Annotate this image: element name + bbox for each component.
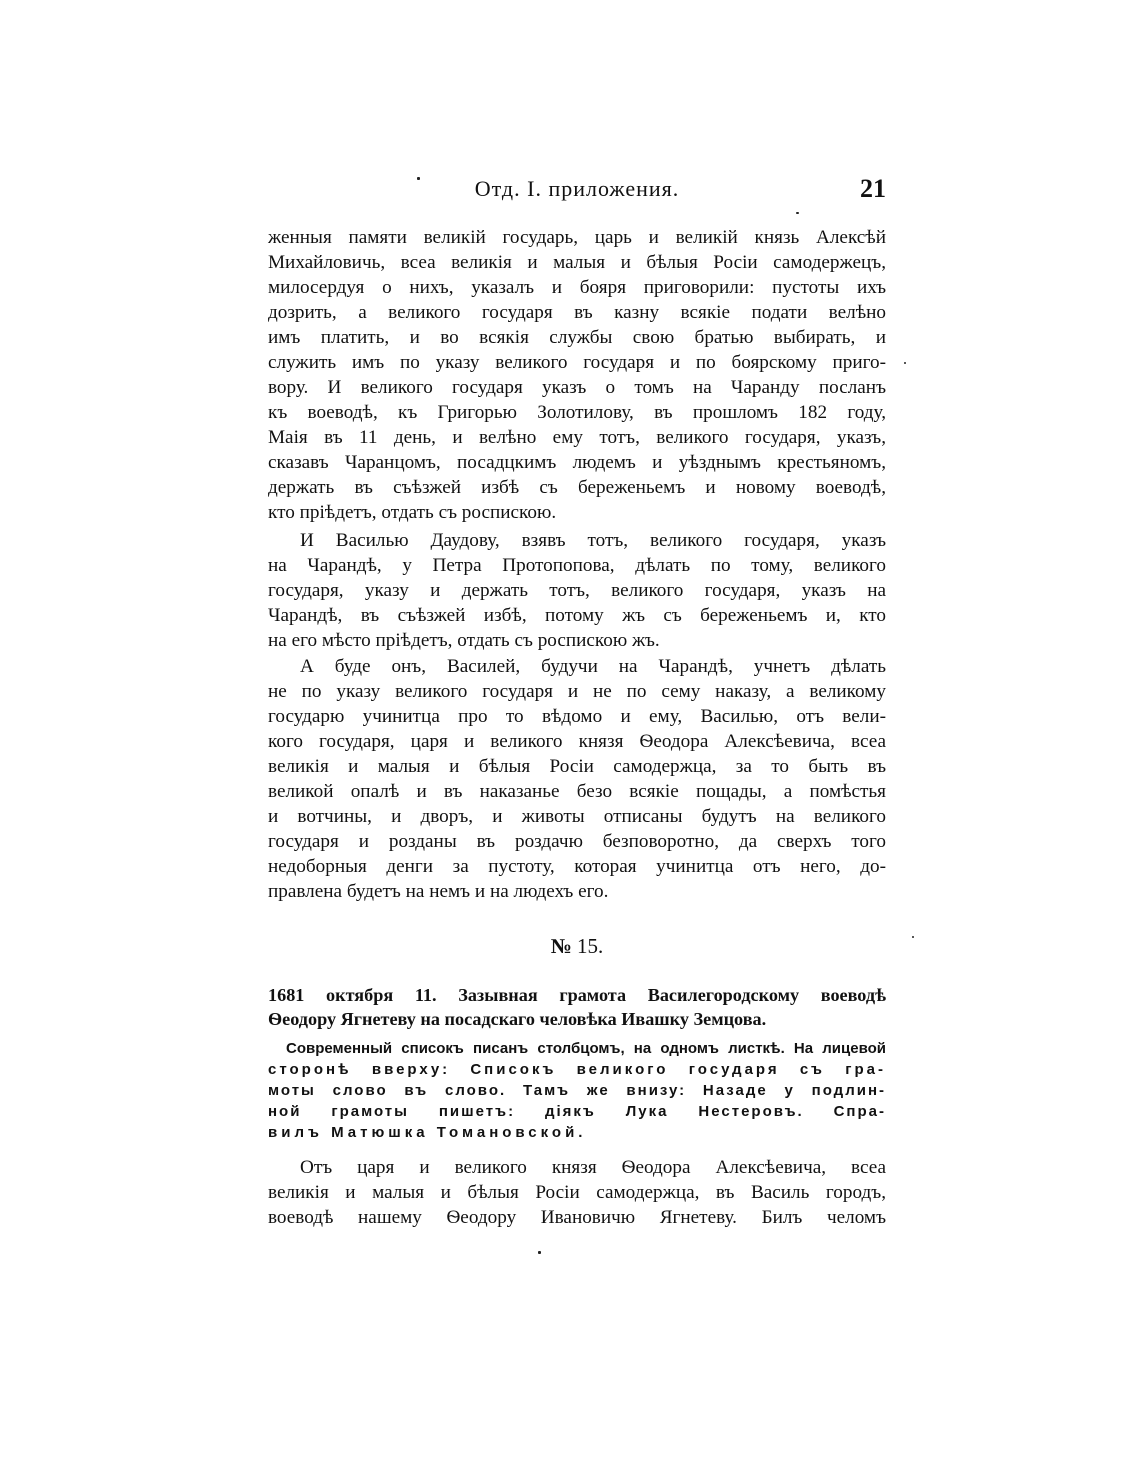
heading-line: Ѳеодору Ягнетеву на посадскаго человѣка Ивашку Земцова. <box>268 1009 767 1029</box>
text-line: вору. И великого государя указъ о томъ на Чаранду посланъ <box>268 377 886 398</box>
number-value: 15. <box>577 934 604 958</box>
text-line: государю учинитца про то вѣдомо и ему, Василью, отъ вели- <box>268 706 886 727</box>
text-line: Чарандѣ, въ съѣзжей избѣ, потому жъ съ береженьемъ и, кто <box>268 605 886 626</box>
paragraph-4 <box>268 1155 886 1230</box>
text-line: и вотчины, и дворъ, и животы отписаны будутъ на великого <box>268 806 886 827</box>
text-line: И Василью Даудову, взявъ тотъ, великого государя, указъ <box>300 530 886 551</box>
scan-speck <box>912 936 914 938</box>
text-line: государя и розданы въ роздачю безповоротно, да сверхъ того <box>268 831 886 852</box>
number-sign: № <box>550 934 572 958</box>
text-line: Отъ царя и великого князя Ѳеодора Алексѣевича, всеа <box>300 1157 886 1178</box>
paragraph-3 <box>268 654 886 904</box>
running-header <box>268 176 886 206</box>
text-line: на его мѣсто пріѣдетъ, отдать съ роспискою жъ. <box>268 630 660 651</box>
text-line: милосердуя о нихъ, указалъ и бояря приговорили: пустоты ихъ <box>268 277 886 298</box>
text-line: служить имъ по указу великого государя и по боярскому приго- <box>268 352 886 373</box>
scan-speck <box>796 212 799 214</box>
text-line: правлена будетъ на немъ и на людехъ его. <box>268 881 609 902</box>
text-line: женныя памяти великій государь, царь и великій князь Алексѣй <box>268 227 886 248</box>
text-line: кто пріѣдетъ, отдать съ роспискою. <box>268 502 557 523</box>
text-line: великія и малыя и бѣлыя Росіи самодержца, въ Василь городъ, <box>268 1182 886 1203</box>
text-line: дозрить, а великого государя въ казну всякіе подати велѣно <box>268 302 886 323</box>
paragraph-1 <box>268 225 886 525</box>
scan-speck <box>904 362 906 364</box>
scan-speck <box>538 1251 541 1254</box>
page-number: 21 <box>860 174 886 203</box>
text-line: великія и малыя и бѣлыя Росіи самодержца, за то быть въ <box>268 756 886 777</box>
text-line: держать въ съѣзжей избѣ съ береженьемъ и новому воеводѣ, <box>268 477 886 498</box>
text-line: имъ платить, и во всякія службы свою братью выбирать, и <box>268 327 886 348</box>
text-line: кого государя, царя и великого князя Ѳеодора Алексѣевича, всеа <box>268 731 886 752</box>
text-line: на Чарандѣ, у Петра Протопопова, дѣлать по тому, великого <box>268 555 886 576</box>
note-line: моты слово въ слово. Тамъ же внизу: Назаде у подлин- <box>268 1082 886 1099</box>
text-line: недоборныя денги за пустоту, которая учинитца отъ него, до- <box>268 856 886 877</box>
heading-line: 1681 октября 11. Зазывная грамота Василегородскому воеводѣ <box>268 985 886 1005</box>
text-line: великой опалѣ и въ наказанье безо всякіе пощады, а помѣстья <box>268 781 886 802</box>
note-line: вилъ Матюшка Томановской. <box>268 1124 587 1141</box>
text-line: государя, указу и держать тотъ, великого государя, указъ на <box>268 580 886 601</box>
archival-note <box>268 1038 886 1143</box>
text-line: къ воеводѣ, къ Григорью Золотилову, въ прошломъ 182 году, <box>268 402 886 423</box>
paragraph-2 <box>268 528 886 653</box>
document-number <box>268 934 886 959</box>
document-heading <box>268 983 886 1031</box>
text-line: не по указу великого государя и не по сему наказу, а великому <box>268 681 886 702</box>
text-line: воеводѣ нашему Ѳеодору Ивановичю Ягнетеву. Билъ челомъ <box>268 1207 886 1228</box>
note-line: Современный списокъ писанъ столбцомъ, на одномъ листкѣ. На лицевой <box>286 1040 886 1057</box>
text-line: сказавъ Чаранцомъ, посадцкимъ людемъ и уѣзднымъ крестьяномъ, <box>268 452 886 473</box>
text-line: Михайловичь, всеа великія и малыя и бѣлыя Росіи самодержецъ, <box>268 252 886 273</box>
note-line: сторонѣ вверху: Списокъ великого государя съ гра- <box>268 1061 886 1078</box>
text-line: А буде онъ, Василей, будучи на Чарандѣ, учнетъ дѣлать <box>300 656 886 677</box>
note-line: ной грамоты пишетъ: діякъ Лука Нестеровъ. Спра- <box>268 1103 886 1120</box>
header-title: Отд. I. приложения. <box>474 176 680 201</box>
text-line: Маія въ 11 день, и велѣно ему тотъ, великого государя, указъ, <box>268 427 886 448</box>
